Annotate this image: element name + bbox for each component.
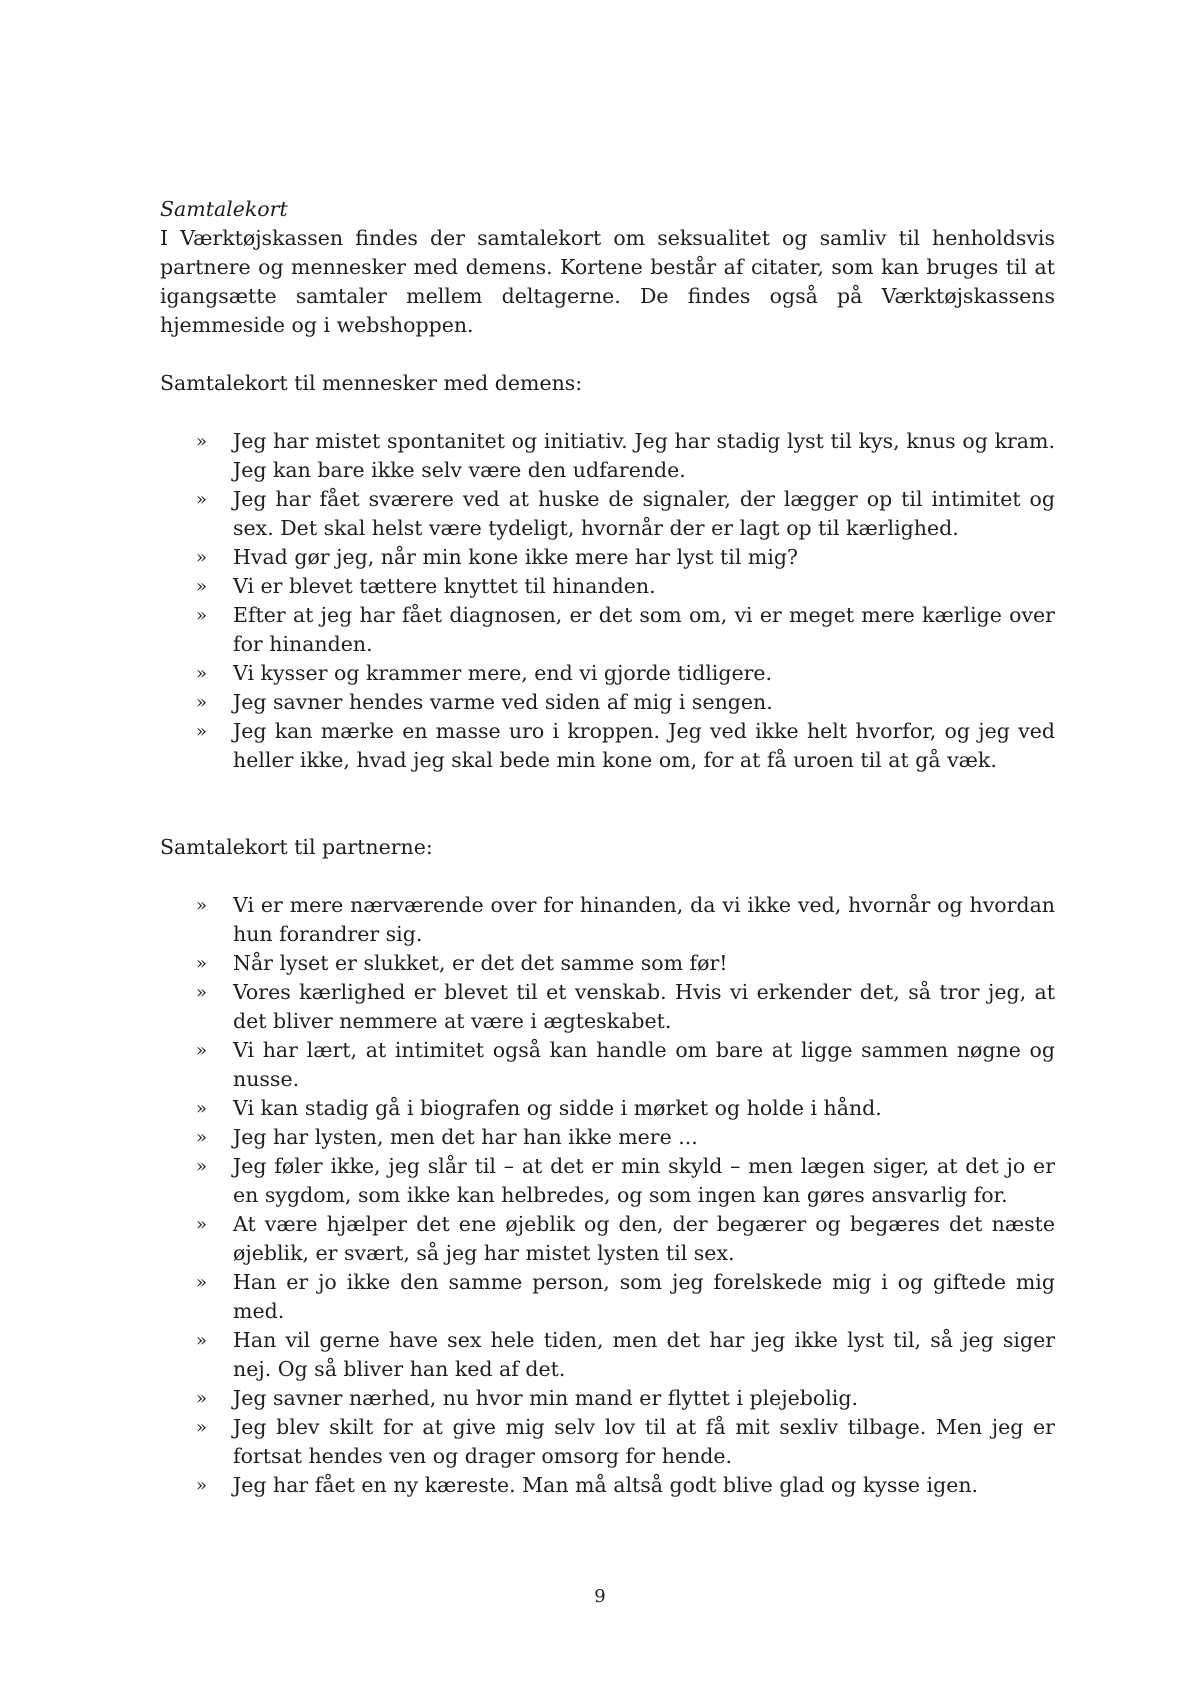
list-item <box>160 688 1055 717</box>
bullet-icon: » <box>196 547 208 568</box>
list-item <box>160 1384 1055 1413</box>
spacer <box>160 398 1055 427</box>
bullet-icon: » <box>196 1272 208 1293</box>
list-item <box>160 717 1055 775</box>
list-item <box>160 949 1055 978</box>
quote-text: Jeg har mistet spontanitet og initiativ. Jeg har stadig lyst til kys, knus og kram. Jeg kan bare ikke selv være den udfarende. <box>233 429 1055 482</box>
list-item <box>160 485 1055 543</box>
bullet-icon: » <box>196 1127 208 1148</box>
bullet-icon: » <box>196 605 208 626</box>
list-item <box>160 427 1055 485</box>
quote-text: Vi er blevet tættere knyttet til hinanden. <box>233 574 656 598</box>
list-item <box>160 1268 1055 1326</box>
quote-text: Jeg kan mærke en masse uro i kroppen. Jeg ved ikke helt hvorfor, og jeg ved heller ikke, hvad jeg skal bede min kone om, for at få uroen til at gå væk. <box>233 719 1055 772</box>
list-item <box>160 1210 1055 1268</box>
quote-text: Jeg savner nærhed, nu hvor min mand er flyttet i plejebolig. <box>233 1386 858 1410</box>
quote-text: Jeg føler ikke, jeg slår til – at det er min skyld – men lægen siger, at det jo er en sygdom, som ikke kan helbredes, og som ingen kan gøres ansvarlig for. <box>233 1154 1055 1207</box>
bullet-icon: » <box>196 1475 208 1496</box>
bullet-icon: » <box>196 1330 208 1351</box>
list-item <box>160 891 1055 949</box>
quote-text: Jeg savner hendes varme ved siden af mig i sengen. <box>233 690 773 714</box>
quote-text: Jeg har fået sværere ved at huske de signaler, der lægger op til intimitet og sex. Det skal helst være tydeligt, hvornår der er lagt op til kærlighed. <box>233 487 1055 540</box>
list-item <box>160 1094 1055 1123</box>
section-heading: Samtalekort <box>160 197 288 221</box>
quote-text: Han er jo ikke den samme person, som jeg forelskede mig i og giftede mig med. <box>233 1270 1055 1323</box>
bullet-icon: » <box>196 1156 208 1177</box>
bullet-icon: » <box>196 1417 208 1438</box>
quote-text: Når lyset er slukket, er det det samme som før! <box>233 951 728 975</box>
spacer <box>160 775 1055 833</box>
page-number: 9 <box>594 1586 606 1607</box>
bullet-icon: » <box>196 431 208 452</box>
list-item <box>160 1326 1055 1384</box>
quote-text: Vores kærlighed er blevet til et venskab. Hvis vi erkender det, så tror jeg, at det bliver nemmere at være i ægteskabet. <box>233 980 1055 1033</box>
bullet-icon: » <box>196 1214 208 1235</box>
list-item <box>160 1036 1055 1094</box>
bullet-icon: » <box>196 576 208 597</box>
list-item <box>160 1123 1055 1152</box>
spacer <box>160 340 1055 369</box>
bullet-icon: » <box>196 489 208 510</box>
bullet-icon: » <box>196 721 208 742</box>
list-item <box>160 978 1055 1036</box>
quote-text: At være hjælper det ene øjeblik og den, der begærer og begæres det næste øjeblik, er svært, så jeg har mistet lysten til sex. <box>233 1212 1055 1265</box>
quote-text: Jeg har fået en ny kæreste. Man må altså godt blive glad og kysse igen. <box>233 1473 979 1497</box>
partners-quote-list <box>160 891 1055 1500</box>
intro-paragraph: I Værktøjskassen findes der samtalekort om seksualitet og samliv til henholdsvis partnere og mennesker med demens. Kortene består af citater, som kan bruges til at igangsætte samtaler mellem deltagerne. De findes også på Værktøjskassens hjemmeside og i webshoppen. <box>160 226 1055 337</box>
bullet-icon: » <box>196 692 208 713</box>
bullet-icon: » <box>196 895 208 916</box>
page-body <box>160 195 1055 1500</box>
list-item <box>160 659 1055 688</box>
quote-text: Efter at jeg har fået diagnosen, er det som om, vi er meget mere kærlige over for hinanden. <box>233 603 1055 656</box>
dementia-section-title: Samtalekort til mennesker med demens: <box>160 371 583 395</box>
quote-text: Vi kan stadig gå i biografen og sidde i mørket og holde i hånd. <box>233 1096 882 1120</box>
quote-text: Hvad gør jeg, når min kone ikke mere har lyst til mig? <box>233 545 799 569</box>
list-item <box>160 543 1055 572</box>
bullet-icon: » <box>196 953 208 974</box>
bullet-icon: » <box>196 1388 208 1409</box>
dementia-quote-list <box>160 427 1055 775</box>
bullet-icon: » <box>196 663 208 684</box>
list-item <box>160 601 1055 659</box>
quote-text: Han vil gerne have sex hele tiden, men det har jeg ikke lyst til, så jeg siger nej. Og så bliver han ked af det. <box>233 1328 1055 1381</box>
list-item <box>160 572 1055 601</box>
bullet-icon: » <box>196 982 208 1003</box>
bullet-icon: » <box>196 1098 208 1119</box>
list-item <box>160 1152 1055 1210</box>
bullet-icon: » <box>196 1040 208 1061</box>
spacer <box>160 862 1055 891</box>
partners-section-title: Samtalekort til partnerne: <box>160 835 433 859</box>
quote-text: Vi er mere nærværende over for hinanden, da vi ikke ved, hvornår og hvordan hun forandrer sig. <box>233 893 1055 946</box>
quote-text: Vi kysser og krammer mere, end vi gjorde tidligere. <box>233 661 773 685</box>
quote-text: Vi har lært, at intimitet også kan handle om bare at ligge sammen nøgne og nusse. <box>233 1038 1055 1091</box>
list-item <box>160 1471 1055 1500</box>
quote-text: Jeg blev skilt for at give mig selv lov til at få mit sexliv tilbage. Men jeg er fortsat hendes ven og drager omsorg for hende. <box>233 1415 1055 1468</box>
quote-text: Jeg har lysten, men det har han ikke mere ... <box>233 1125 698 1149</box>
list-item <box>160 1413 1055 1471</box>
